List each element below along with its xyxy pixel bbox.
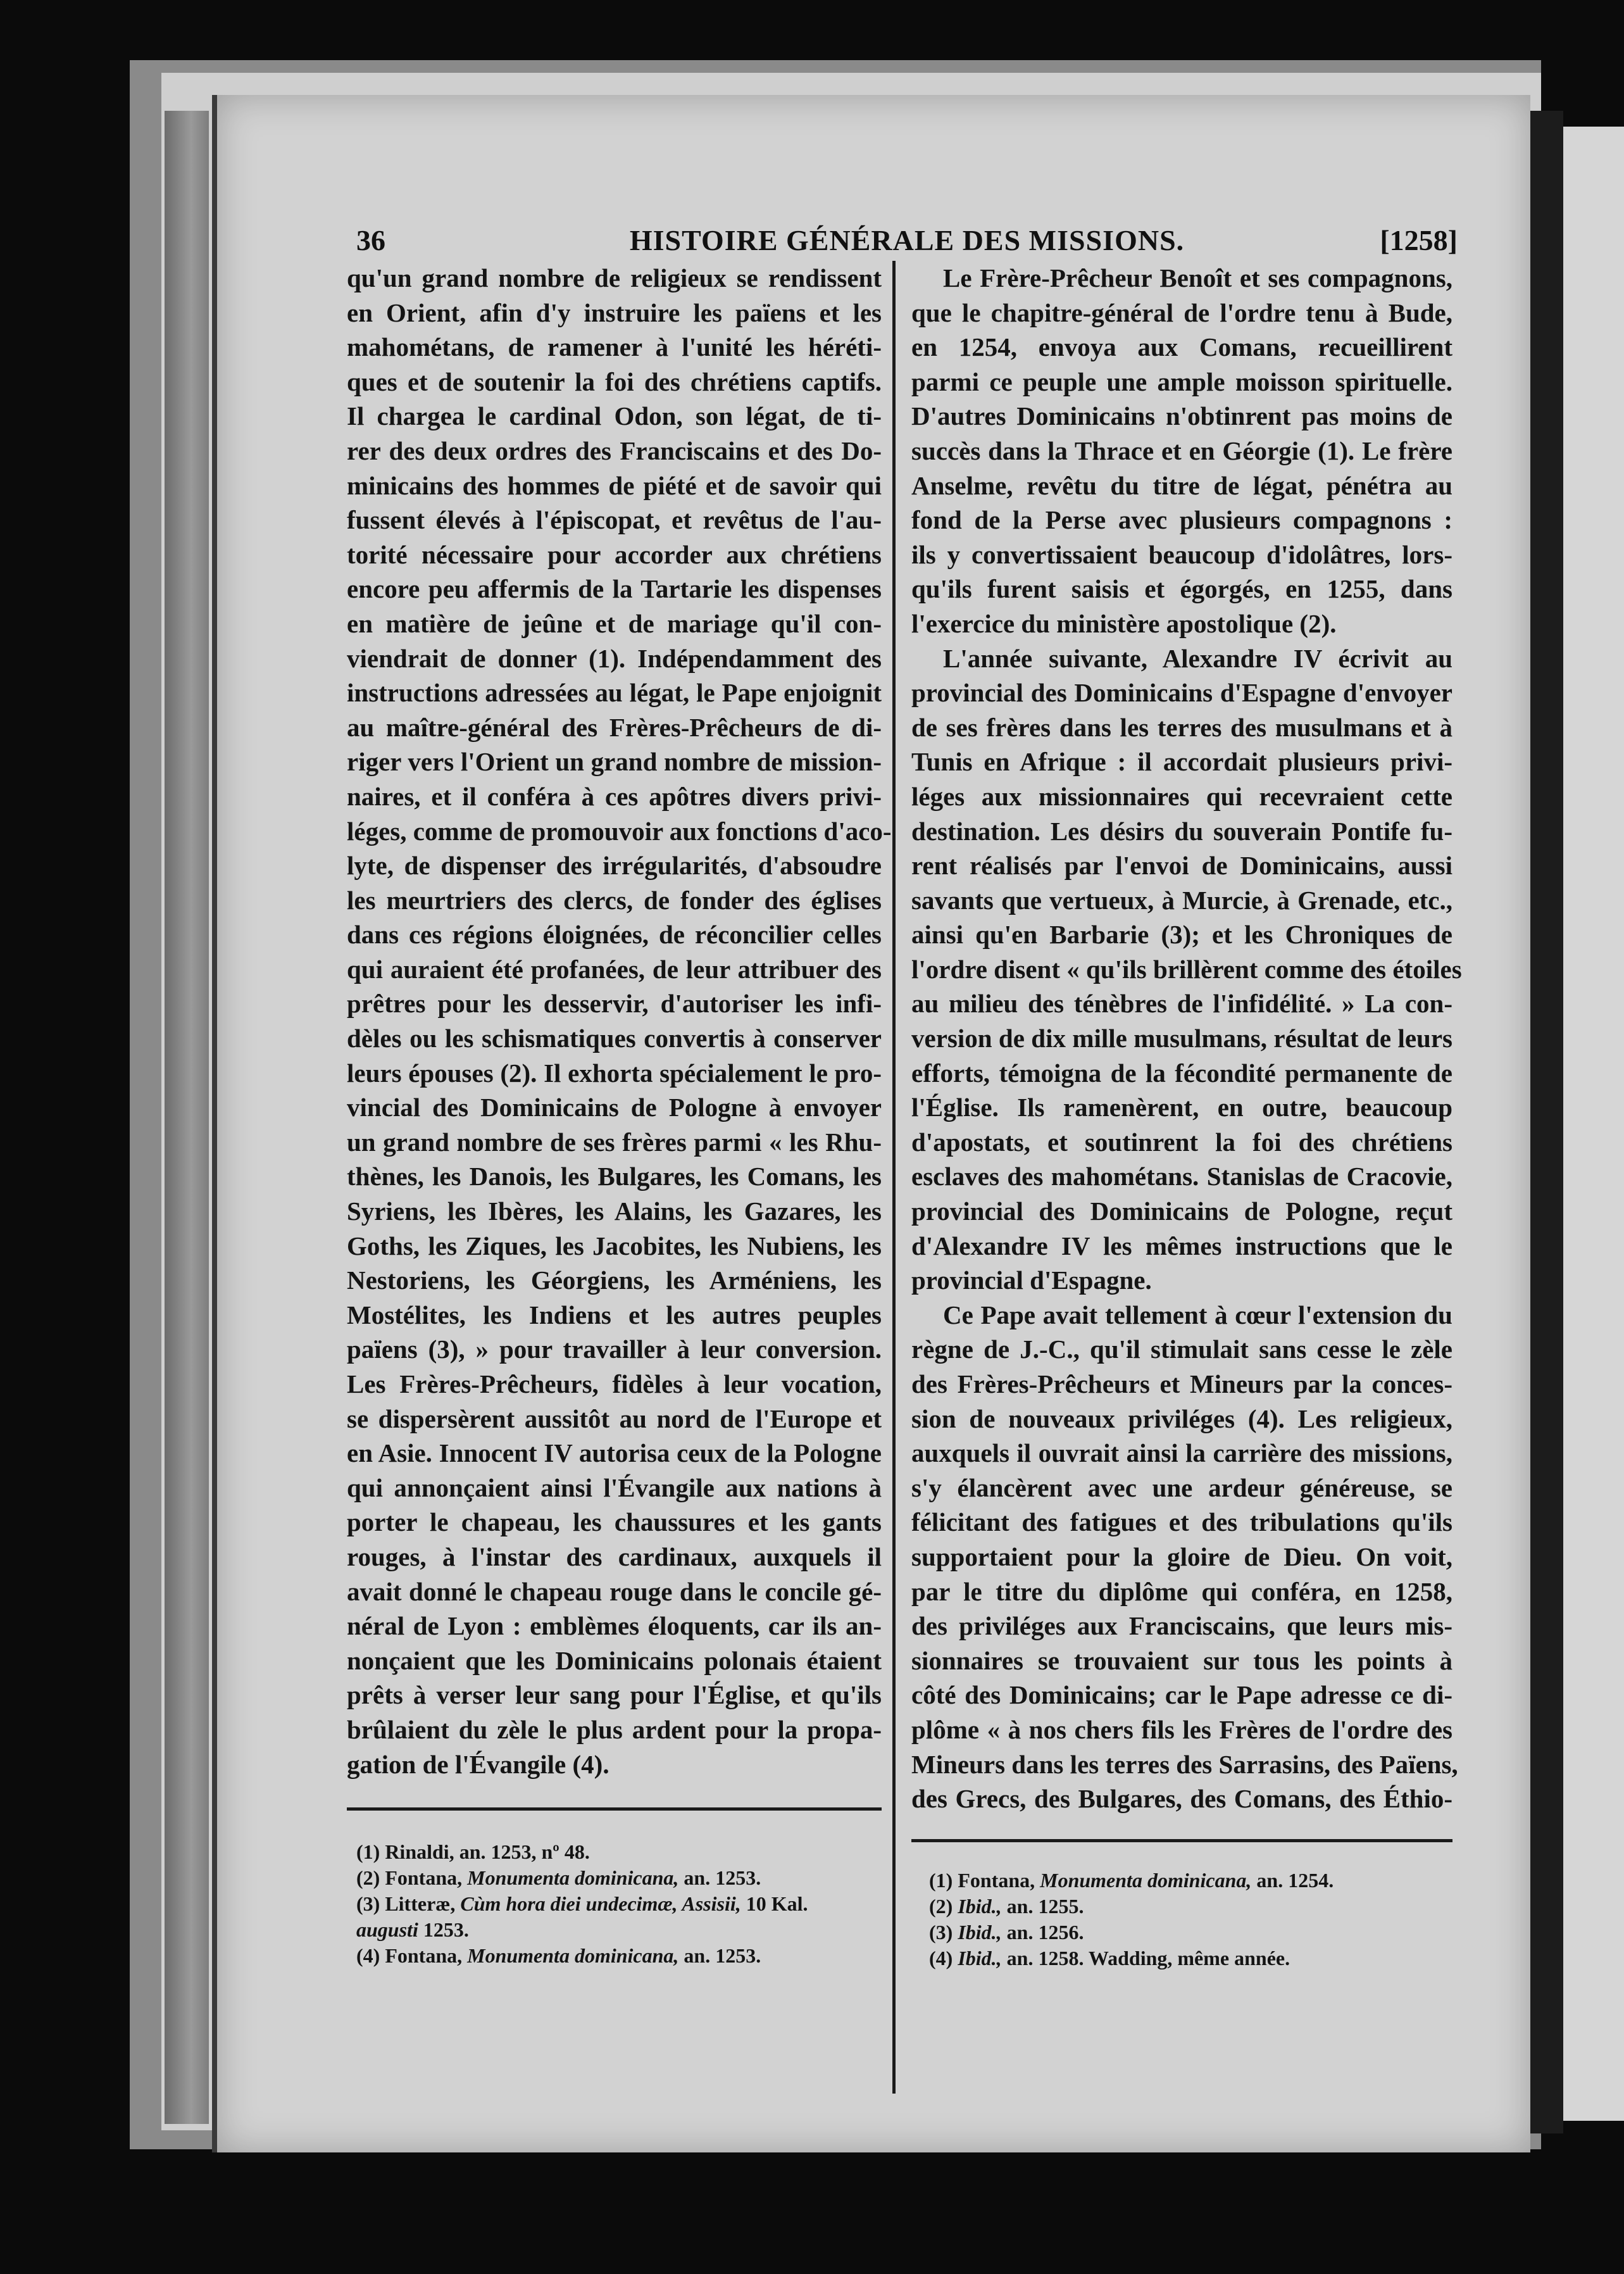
text-line: Mineurs dans les terres des Sarrasins, des Païens,	[911, 1749, 1458, 1779]
text-line: efforts, témoigna de la fécondité permanente de	[911, 1058, 1452, 1088]
text-line: Le Frère-Prêcheur Benoît et ses compagnons,	[943, 263, 1452, 292]
footnote	[929, 1919, 1454, 1945]
text-line: provincial des Dominicains d'Espagne d'envoyer	[911, 678, 1452, 708]
text-line: qu'un grand nombre de religieux se rendissent	[347, 263, 882, 292]
running-header	[356, 215, 1458, 266]
text-line: règne de J.-C., qu'il stimulait sans cesse le zèle	[911, 1335, 1452, 1364]
text-line: des Grecs, des Bulgares, des Comans, des Éthio-	[911, 1784, 1452, 1814]
text-line: Nestoriens, les Géorgiens, les Arméniens, les	[347, 1266, 882, 1295]
text-line: qui annonçaient ainsi l'Évangile aux nations à	[347, 1473, 882, 1502]
right-footnotes	[929, 1868, 1454, 1971]
text-line: minicains des hommes de piété et de savoir qui	[347, 470, 882, 500]
text-line: des Frères-Prêcheurs et Mineurs par la conces-	[911, 1369, 1452, 1398]
text-line: prêtres pour les desservir, d'autoriser les infi-	[347, 989, 882, 1019]
text-line: L'année suivante, Alexandre IV écrivit au	[943, 643, 1452, 673]
text-line: au maître-général des Frères-Prêcheurs de di-	[347, 712, 882, 742]
text-line: leurs épouses (2). Il exhorta spécialement le pro-	[347, 1058, 882, 1088]
footnote-num: (1)	[356, 1840, 385, 1863]
text-line: que le chapitre-général de l'ordre tenu à Bude,	[911, 298, 1452, 327]
footnote-it: Monumenta dominicana,	[467, 1944, 679, 1967]
text-line: Mostélites, les Indiens et les autres peuples	[347, 1300, 882, 1329]
footnote-rule-left	[347, 1807, 882, 1811]
footnote-it: Ibid.,	[958, 1947, 1002, 1969]
footnote-num: (3)	[356, 1892, 385, 1915]
text-line: en matière de jeûne et de mariage qu'il con-	[347, 608, 882, 638]
text-line: Tunis en Afrique : il accordait plusieurs privi-	[911, 747, 1452, 777]
footnote	[356, 1891, 882, 1917]
text-line: Goths, les Ziques, les Jacobites, les Nubiens, les	[347, 1231, 882, 1260]
running-title: HISTOIRE GÉNÉRALE DES MISSIONS.	[629, 224, 1185, 256]
footnote-pre: Fontana,	[385, 1866, 468, 1889]
text-line: qui auraient été profanées, de leur attribuer des	[347, 954, 882, 984]
text-line: riger vers l'Orient un grand nombre de mission-	[347, 747, 882, 777]
text-line: viendrait de donner (1). Indépendamment des	[347, 643, 882, 673]
footnote-pre: Rinaldi, an. 1253, nº 48.	[385, 1840, 590, 1863]
left-text-column	[347, 261, 892, 1781]
footnote-num: (2)	[356, 1866, 385, 1889]
footnote	[356, 1917, 882, 1943]
text-line: se dispersèrent aussitôt au nord de l'Europe et	[347, 1404, 882, 1433]
page-number: 36	[356, 224, 385, 256]
text-line: les meurtriers des clercs, de fonder des églises	[347, 885, 882, 915]
text-line: parmi ce peuple une ample moisson spirituelle.	[911, 367, 1452, 396]
text-line: en 1254, envoya aux Comans, recueillirent	[911, 332, 1452, 362]
text-line: prêts à verser leur sang pour l'Église, et qu'ils	[347, 1680, 882, 1710]
text-line: fussent élevés à l'épiscopat, et revêtus de l'au-	[347, 505, 882, 535]
text-line: Les Frères-Prêcheurs, fidèles à leur vocation,	[347, 1369, 882, 1398]
left-footnotes	[356, 1839, 882, 1969]
text-line: torité nécessaire pour accorder aux chrétiens	[347, 539, 882, 569]
text-line: léges, comme de promouvoir aux fonctions d'aco-	[347, 816, 892, 846]
text-line: encore peu affermis de la Tartarie les dispenses	[347, 574, 882, 604]
footnote	[356, 1865, 882, 1891]
footnote-it: Ibid.,	[958, 1921, 1002, 1944]
text-line: supportaient pour la gloire de Dieu. On voit,	[911, 1542, 1452, 1571]
footnote-post: 1253.	[418, 1918, 469, 1941]
text-line: en Orient, afin d'y instruire les païens et les	[347, 298, 882, 327]
text-line: l'ordre disent « qu'ils brillèrent comme des étoiles	[911, 954, 1462, 984]
text-line: rer des deux ordres des Franciscains et des Do-	[347, 436, 882, 465]
text-line: par le titre du diplôme qui conféra, en 1258,	[911, 1576, 1452, 1606]
text-line: savants que vertueux, à Murcie, à Grenade, etc.,	[911, 885, 1452, 915]
text-line: Ce Pape avait tellement à cœur l'extension du	[943, 1300, 1452, 1329]
footnote-post: an. 1253.	[678, 1866, 761, 1889]
text-line: d'Alexandre IV les mêmes instructions que le	[911, 1231, 1452, 1260]
footnote-pre: Fontana,	[958, 1869, 1040, 1892]
text-line: s'y élancèrent avec une ardeur généreuse, se	[911, 1473, 1452, 1502]
footnote	[356, 1943, 882, 1969]
text-line: provincial d'Espagne.	[911, 1266, 1152, 1295]
footnote-it: Ibid.,	[958, 1895, 1002, 1918]
text-line: avait donné le chapeau rouge dans le concile gé-	[347, 1576, 882, 1606]
footnote	[929, 1868, 1454, 1894]
footnote-it: Cùm hora diei undecimæ, Assisii,	[460, 1892, 741, 1915]
footnote-pre: Fontana,	[385, 1944, 468, 1967]
text-line: néral de Lyon : emblèmes éloquents, car ils an-	[347, 1611, 882, 1641]
text-line: l'exercice du ministère apostolique (2).	[911, 608, 1337, 638]
text-line: l'Église. Ils ramenèrent, en outre, beaucoup	[911, 1093, 1452, 1122]
footnote	[356, 1839, 882, 1865]
text-line: dèles ou les schismatiques convertis à conserver	[347, 1024, 882, 1053]
text-line: au milieu des ténèbres de l'infidélité. » La con-	[911, 989, 1452, 1019]
text-line: des priviléges aux Franciscains, que leurs mis-	[911, 1611, 1452, 1641]
column-divider	[892, 261, 896, 2094]
footnote-post: an. 1256.	[1001, 1921, 1084, 1944]
footnote-post: an. 1255.	[1001, 1895, 1084, 1918]
footnote-num: (3)	[929, 1921, 958, 1944]
text-line: païens (3), » pour travailler à leur conversion.	[347, 1335, 882, 1364]
text-line: lyte, de dispenser des irrégularités, d'absoudre	[347, 851, 882, 881]
text-line: félicitant des fatigues et des tribulations qu'ils	[911, 1507, 1452, 1537]
text-line: fond de la Perse avec plusieurs compagnons :	[911, 505, 1452, 535]
footnote-post: an. 1254.	[1251, 1869, 1334, 1892]
text-line: de ses frères dans les terres des musulmans et à	[911, 712, 1452, 742]
text-line: thènes, les Danois, les Bulgares, les Comans, les	[347, 1162, 882, 1191]
text-line: mahométans, de ramener à l'unité les héréti-	[347, 332, 882, 362]
text-line: provincial des Dominicains de Pologne, reçut	[911, 1197, 1452, 1226]
text-line: Syriens, les Ibères, les Alains, les Gazares, les	[347, 1197, 882, 1226]
text-line: naires, et il conféra à ces apôtres divers privi-	[347, 781, 882, 811]
header-year: [1258]	[1380, 224, 1458, 256]
text-line: succès dans la Thrace et en Géorgie (1). Le frère	[911, 436, 1452, 465]
text-line: nonçaient que les Dominicains polonais étaient	[347, 1645, 882, 1675]
text-line: esclaves des mahométans. Stanislas de Cracovie,	[911, 1162, 1452, 1191]
footnote-it: augusti	[356, 1918, 418, 1941]
footnote-num: (4)	[356, 1944, 385, 1967]
footnote-num: (1)	[929, 1869, 958, 1892]
footnote-post: 10 Kal.	[740, 1892, 808, 1915]
right-text-column	[911, 261, 1462, 1816]
text-line: vincial des Dominicains de Pologne à envoyer	[347, 1093, 882, 1122]
text-line: ainsi qu'en Barbarie (3); et les Chroniques de	[911, 920, 1452, 950]
footnote-it: Monumenta dominicana,	[1040, 1869, 1252, 1892]
text-line: léges aux missionnaires qui recevraient cette	[911, 781, 1452, 811]
footnote-rule-right	[911, 1839, 1452, 1842]
facing-page-edge	[1563, 127, 1624, 2121]
text-line: d'apostats, et soutinrent la foi des chrétiens	[911, 1127, 1452, 1157]
text-line: en Asie. Innocent IV autorisa ceux de la Pologne	[347, 1438, 882, 1468]
text-line: qu'ils furent saisis et égorgés, en 1255, dans	[911, 574, 1452, 604]
text-line: gation de l'Évangile (4).	[347, 1749, 609, 1779]
text-line: plôme « à nos chers fils les Frères de l'ordre des	[911, 1714, 1452, 1744]
text-line: instructions adressées au légat, le Pape enjoignit	[347, 678, 882, 708]
text-line: Anselme, revêtu du titre de légat, pénétra au	[911, 470, 1452, 500]
footnote-post: an. 1258. Wadding, même année.	[1001, 1947, 1290, 1969]
text-line: un grand nombre de ses frères parmi « les Rhu-	[347, 1127, 882, 1157]
text-line: Il chargea le cardinal Odon, son légat, de ti-	[347, 401, 882, 431]
text-line: rent réalisés par l'envoi de Dominicains, aussi	[911, 851, 1452, 881]
text-line: rouges, à l'instar des cardinaux, auxquels il	[347, 1542, 882, 1571]
text-line: porter le chapeau, les chaussures et les gants	[347, 1507, 882, 1537]
footnote-it: Monumenta dominicana,	[467, 1866, 679, 1889]
text-line: ques et de soutenir la foi des chrétiens captifs.	[347, 367, 882, 396]
footnote	[929, 1894, 1454, 1919]
page-edge-band	[165, 111, 209, 2124]
book-page	[212, 95, 1530, 2152]
footnote-num: (4)	[929, 1947, 958, 1969]
text-line: destination. Les désirs du souverain Pontife fu-	[911, 816, 1452, 846]
text-line: côté des Dominicains; car le Pape adresse ce di-	[911, 1680, 1452, 1710]
text-line: brûlaient du zèle le plus ardent pour la propa-	[347, 1714, 882, 1744]
text-line: auxquels il ouvrait ainsi la carrière des missions,	[911, 1438, 1452, 1468]
text-line: sion de nouveaux priviléges (4). Les religieux,	[911, 1404, 1452, 1433]
text-line: ils y convertissaient beaucoup d'idolâtres, lors-	[911, 539, 1452, 569]
text-line: sionnaires se trouvaient sur tous les points à	[911, 1645, 1452, 1675]
text-line: dans ces régions éloignées, de réconcilier celles	[347, 920, 882, 950]
footnote-pre: Litteræ,	[385, 1892, 461, 1915]
footnote-post: an. 1253.	[678, 1944, 761, 1967]
footnote	[929, 1945, 1454, 1971]
footnote-num: (2)	[929, 1895, 958, 1918]
text-line: version de dix mille musulmans, résultat de leurs	[911, 1024, 1452, 1053]
text-line: D'autres Dominicains n'obtinrent pas moins de	[911, 401, 1452, 431]
